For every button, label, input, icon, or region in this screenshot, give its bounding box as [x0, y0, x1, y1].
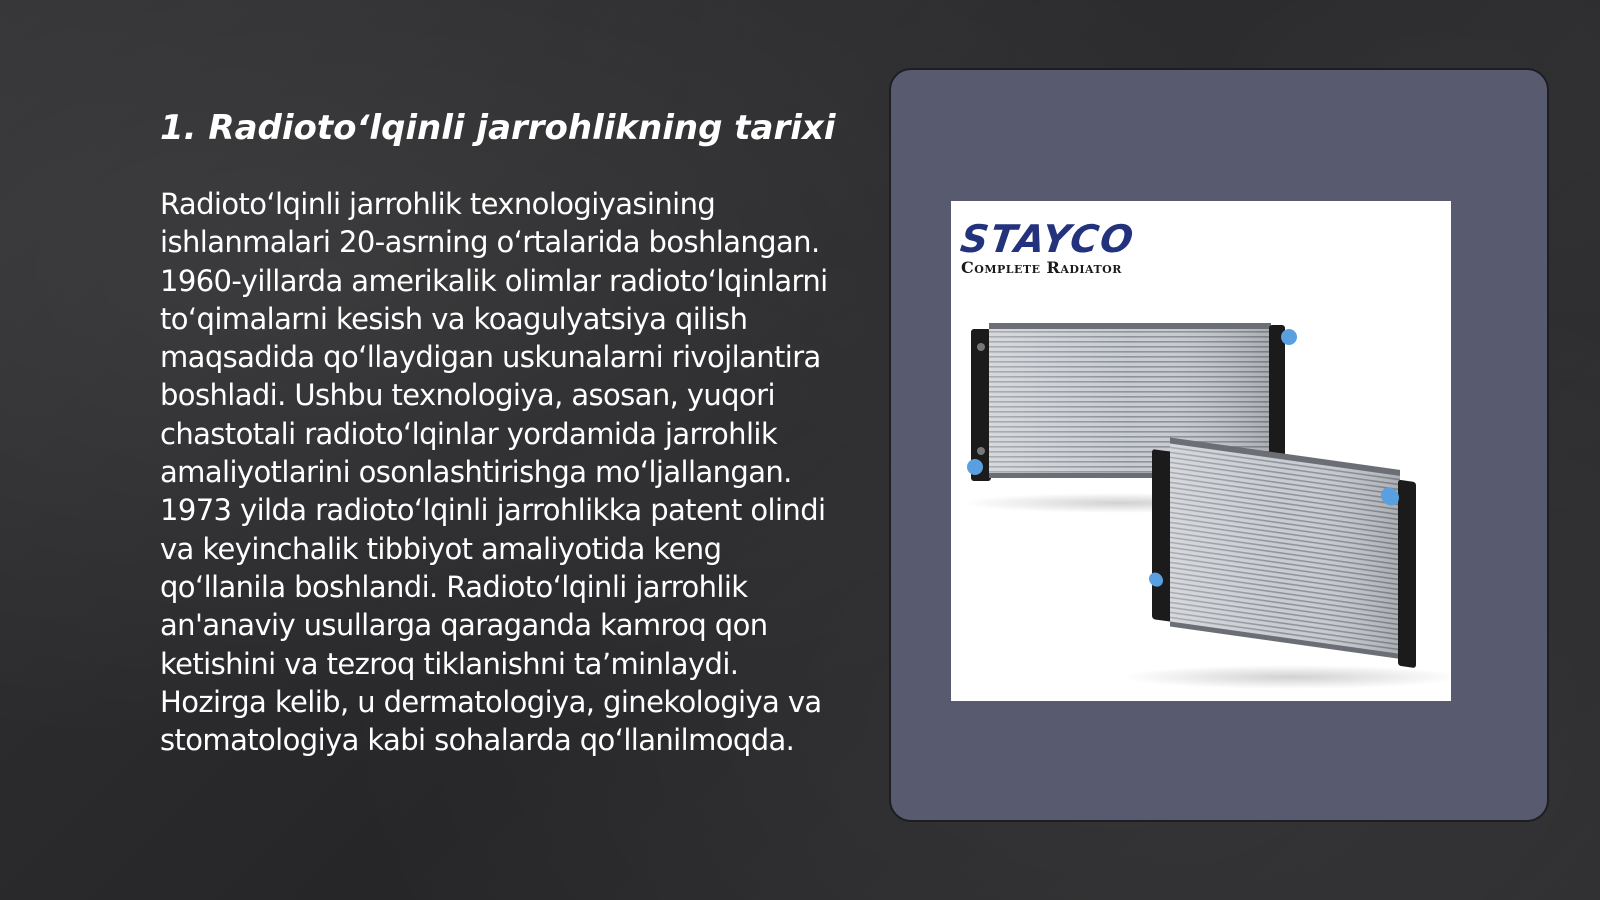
brand-logo — [957, 217, 1138, 277]
slide-title: 1. Radioto‘lqinli jarrohlikning tarixi — [160, 108, 836, 148]
slide-body-text: Radioto‘lqinli jarrohlik texnologiyasining ishlanmalari 20-asrning o‘rtalarida boshlangan. 1960-yillarda amerikalik olimlar radioto‘lqinlarni to‘qimalarni kesish va koagulyatsiya qilish maqsadida qo‘llaydigan uskunalarni rivojlantira boshladi. Ushbu texnologiya, asosan, yuqori chastotali radioto‘lqinlar yordamida jarrohlik amaliyotlarini osonlashtirishga mo‘ljallangan. 1973 yilda radioto‘lqinli jarrohlikka patent olindi va keyinchalik tibbiyot amaliyotida keng qo‘llanila boshlandi. Radioto‘lqinli jarrohlik an'anaviy usullarga qaraganda kamroq qon ketishini va tezroq tiklanishni ta’minlaydi. Hozirga kelib, u dermatologiya, ginekologiya va stomatologiya kabi sohalarda qo‘llanilmoqda. — [160, 187, 828, 758]
product-photo — [951, 201, 1451, 701]
brand-logo-tagline: Complete Radiator — [961, 258, 1122, 277]
radiator-front — [1149, 435, 1416, 669]
image-card — [889, 68, 1549, 822]
brand-logo-word: STAYCO — [957, 217, 1138, 261]
